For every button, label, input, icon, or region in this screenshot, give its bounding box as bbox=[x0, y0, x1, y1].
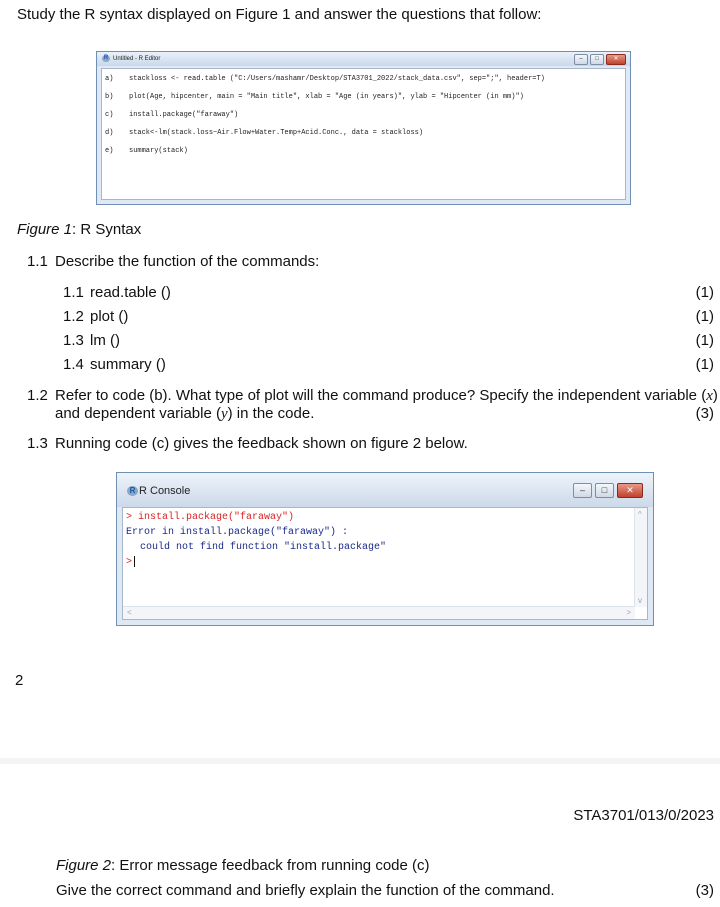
scroll-left-icon[interactable]: < bbox=[127, 608, 132, 617]
q1-3-text: Running code (c) gives the feedback shown on figure 2 below. bbox=[55, 435, 468, 452]
code-text: stack<-lm(stack.loss~Air.Flow+Water.Temp+Acid.Conc., data = stackloss) bbox=[129, 129, 424, 137]
horizontal-scrollbar[interactable] bbox=[123, 606, 635, 619]
page-number: 2 bbox=[15, 672, 24, 689]
scroll-down-icon[interactable]: v bbox=[638, 596, 642, 605]
editor-titlebar bbox=[97, 52, 630, 66]
code-label: d) bbox=[105, 129, 114, 137]
maximize-button[interactable]: □ bbox=[595, 483, 614, 498]
q1-2-line2: and dependent variable (y) in the code. bbox=[55, 405, 315, 422]
sub-q-number: 1.2 bbox=[63, 308, 84, 325]
sub-q-marks: (1) bbox=[695, 356, 714, 373]
console-input-line[interactable] bbox=[126, 556, 135, 570]
minimize-button[interactable]: – bbox=[574, 54, 588, 65]
code-text: summary(stack) bbox=[129, 147, 188, 155]
q1-3-number: 1.3 bbox=[27, 435, 48, 452]
figure1-caption bbox=[17, 221, 141, 239]
sub-q-text: lm () bbox=[90, 332, 120, 349]
r-logo-icon: R bbox=[103, 55, 109, 61]
sub-q-marks: (1) bbox=[695, 284, 714, 301]
console-command-line bbox=[126, 511, 294, 525]
final-marks: (3) bbox=[695, 882, 714, 899]
scroll-right-icon[interactable]: > bbox=[626, 608, 631, 617]
scroll-up-icon[interactable]: ^ bbox=[638, 510, 642, 519]
console-titlebar bbox=[117, 473, 653, 507]
code-text: stackloss <- read.table ("C:/Users/mashamr/Desktop/STA3701_2022/stack_data.csv", sep=";", header=T) bbox=[129, 75, 545, 83]
sub-q-number: 1.4 bbox=[63, 356, 84, 373]
r-logo-icon: R bbox=[127, 486, 138, 496]
sub-q-marks: (1) bbox=[695, 332, 714, 349]
q1-2-marks: (3) bbox=[695, 405, 714, 422]
editor-title: Untitled - R Editor bbox=[113, 56, 161, 62]
figure2-caption bbox=[56, 857, 430, 875]
header-code: STA3701/013/0/2023 bbox=[573, 807, 714, 824]
code-text: plot(Age, hipcenter, main = "Main title", xlab = "Age (in years)", ylab = "Hipcenter (in mm)") bbox=[129, 93, 524, 101]
r-console-window bbox=[116, 472, 654, 626]
r-editor-window bbox=[96, 51, 631, 205]
y-variable: y bbox=[220, 406, 228, 422]
code-label: a) bbox=[105, 75, 114, 83]
sub-q-text: plot () bbox=[90, 308, 129, 325]
prompt: > bbox=[126, 557, 133, 569]
figure2-text: : Error message feedback from running code (c) bbox=[111, 857, 430, 874]
q1-2-line1: Refer to code (b). What type of plot will the command produce? Specify the independent variable (x) bbox=[55, 387, 718, 404]
figure1-label: Figure 1 bbox=[17, 221, 73, 238]
close-button[interactable]: ✕ bbox=[617, 483, 643, 498]
console-error-line2: could not find function "install.package" bbox=[140, 542, 387, 553]
prompt: > bbox=[126, 512, 133, 523]
q1-2-number: 1.2 bbox=[27, 387, 48, 404]
q1-1-number: 1.1 bbox=[27, 253, 48, 270]
sub-q-marks: (1) bbox=[695, 308, 714, 325]
intro-text: Study the R syntax displayed on Figure 1 and answer the questions that follow: bbox=[17, 6, 542, 23]
sub-q-text: summary () bbox=[90, 356, 166, 373]
figure2-label: Figure 2 bbox=[56, 857, 112, 874]
sub-q-number: 1.1 bbox=[63, 284, 84, 301]
maximize-button[interactable]: □ bbox=[590, 54, 604, 65]
q1-1-text: Describe the function of the commands: bbox=[55, 253, 320, 270]
close-button[interactable]: ✕ bbox=[606, 54, 626, 65]
console-command: install.package("faraway") bbox=[138, 512, 295, 523]
console-title: R Console bbox=[139, 485, 191, 497]
code-label: c) bbox=[105, 111, 114, 119]
code-label: b) bbox=[105, 93, 114, 101]
code-text: install.package("faraway") bbox=[129, 111, 239, 119]
sub-q-number: 1.3 bbox=[63, 332, 84, 349]
vertical-scrollbar[interactable] bbox=[634, 508, 647, 607]
console-output[interactable] bbox=[122, 507, 648, 620]
console-error-line1: Error in install.package("faraway") : bbox=[126, 527, 349, 538]
figure1-text: : R Syntax bbox=[72, 221, 142, 238]
final-instruction: Give the correct command and briefly explain the function of the command. bbox=[56, 882, 555, 899]
sub-q-text: read.table () bbox=[90, 284, 171, 301]
x-variable: x bbox=[706, 388, 713, 404]
editor-code-area[interactable] bbox=[101, 68, 626, 200]
text-cursor bbox=[134, 556, 135, 567]
minimize-button[interactable]: – bbox=[573, 483, 592, 498]
code-label: e) bbox=[105, 147, 114, 155]
page-divider bbox=[0, 758, 720, 764]
